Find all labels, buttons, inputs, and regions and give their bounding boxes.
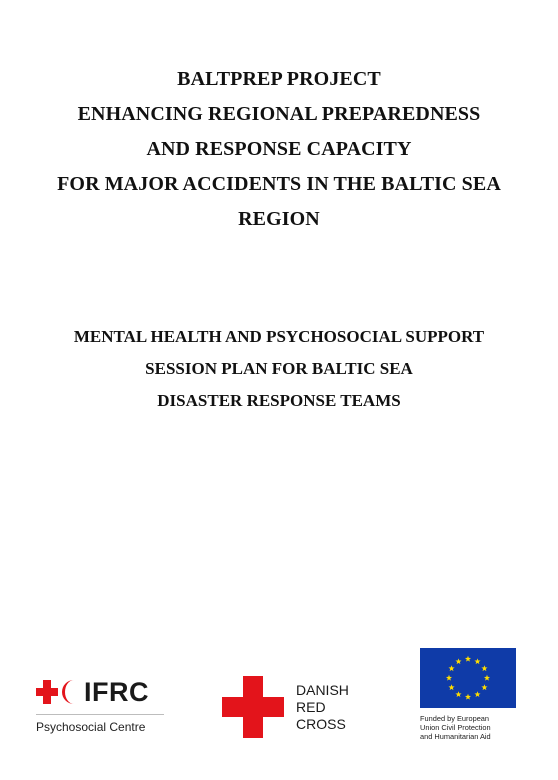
subtitle-line-1: MENTAL HEALTH AND PSYCHOSOCIAL SUPPORT [73,327,485,346]
danish-red-cross-logo [222,674,372,744]
eu-flag [420,648,516,708]
eu-star [446,675,452,681]
eu-star [465,694,471,700]
eu-star [449,665,455,671]
danish-red-cross-wordmark [296,682,349,733]
drc-line-3: CROSS [296,716,346,732]
red-cross-icon [222,676,284,738]
eu-star [474,691,480,697]
document-subtitle [0,321,558,417]
drc-line-1: DANISH [296,682,349,698]
title-line-2: ENHANCING REGIONAL PREPAREDNESS [77,103,481,125]
ifrc-logo [36,676,176,740]
eu-star [449,684,455,690]
eu-star [455,691,461,697]
eu-star [455,658,461,664]
eu-logo [420,648,520,758]
subtitle-line-3: DISASTER RESPONSE TEAMS [157,391,401,410]
ifrc-wordmark: IFRC [84,676,149,707]
eu-line-2: Union Civil Protection [420,723,491,732]
eu-line-1: Funded by European [420,714,490,723]
title-line-4: FOR MAJOR ACCIDENTS IN THE BALTIC SEA [57,173,501,195]
ifrc-subtitle: Psychosocial Centre [36,720,146,734]
eu-star [481,684,487,690]
eu-line-3: and Humanitarian Aid [420,732,491,741]
eu-star [484,675,490,681]
drc-line-2: RED [296,699,326,715]
eu-stars-icon [420,648,516,708]
document-title [0,62,558,237]
eu-star [474,658,480,664]
subtitle-line-2: SESSION PLAN FOR BALTIC SEA [145,359,413,378]
title-line-3: AND RESPONSE CAPACITY [146,138,412,160]
title-line-5: REGION [238,208,320,230]
title-line-1: BALTPREP PROJECT [177,68,381,90]
red-cross-crescent-icon [36,678,80,706]
eu-star [481,665,487,671]
eu-star [465,656,471,662]
eu-funding-text [420,714,524,741]
ifrc-divider [36,714,164,715]
